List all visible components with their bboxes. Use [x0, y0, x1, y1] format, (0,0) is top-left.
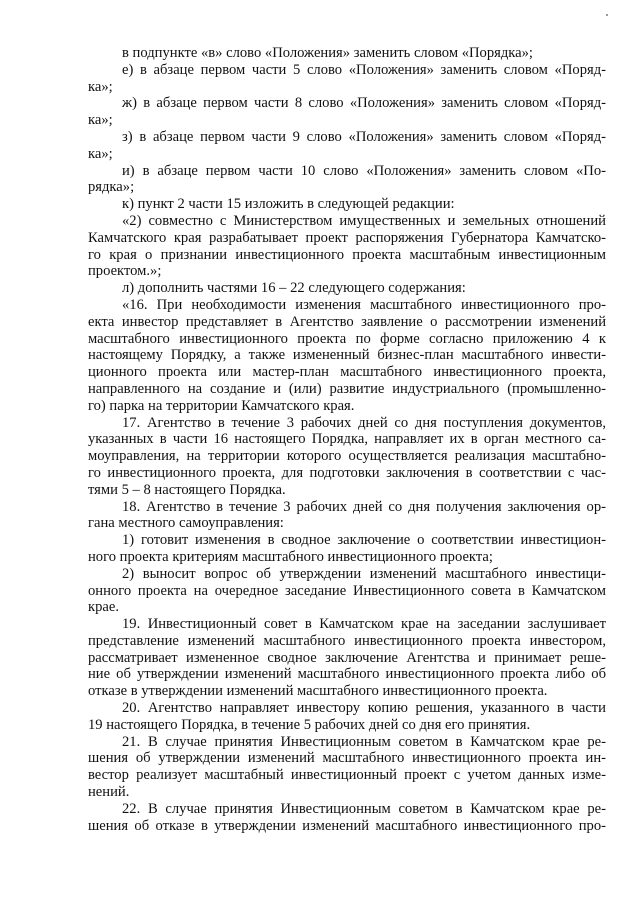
text-line: ж) в абзаце первом части 8 слово «Положения» заменить словом «Поряд- [122, 95, 606, 112]
text-line: 20. Агентство направляет инвестору копию решения, указанного в части [122, 700, 606, 717]
text-line: шения об утверждении изменений масштабного инвестиционного проекта ин- [88, 750, 606, 767]
text-line: настоящему Порядку, а также измененный бизнес-план масштабного инвести- [88, 347, 606, 364]
text-line: крае. [88, 599, 119, 616]
text-line: е) в абзаце первом части 5 слово «Положения» заменить словом «Поряд- [122, 61, 606, 78]
text-line: в подпункте «в» слово «Положения» заменить словом «Порядка»; [122, 45, 533, 61]
text-line: го края о признании инвестиционного проекта масштабным инвестиционным [88, 246, 606, 263]
text-line: онного проекта на очередное заседание Инвестиционного совета в Камчатском [88, 582, 606, 599]
text-line: ка»; [88, 145, 113, 162]
text-line: 1) готовит изменения в сводное заключение о соответствии инвестицион- [122, 532, 606, 549]
text-line: ционного проекта или мастер-план масштабного инвестиционного проекта, [88, 364, 606, 381]
text-line: ка»; [88, 112, 113, 129]
text-line: ка»; [88, 78, 113, 95]
text-line: к) пункт 2 части 15 изложить в следующей редакции: [122, 196, 455, 213]
document-body [88, 45, 606, 834]
text-line: екта инвестор представляет в Агентство заявление о рассмотрении изменений [88, 313, 606, 330]
text-line: «16. При необходимости изменения масштабного инвестиционного про- [122, 296, 606, 313]
text-line: шения об отказе в утверждении изменений масштабного инвестиционного про- [88, 817, 606, 834]
text-line: 17. Агентство в течение 3 рабочих дней со дня поступления документов, [122, 414, 606, 431]
text-line: Камчатского края разрабатывает проект распоряжения Губернатора Камчатско- [88, 229, 606, 246]
text-line: указанных в части 16 настоящего Порядка, направляет их в орган местного са- [88, 431, 606, 448]
text-line: з) в абзаце первом части 9 слово «Положения» заменить словом «Поряд- [122, 128, 606, 145]
scan-artifact [606, 14, 608, 16]
text-line: 19. Инвестиционный совет в Камчатском крае на заседании заслушивает [122, 616, 606, 633]
text-line: рассматривает измененное сводное заключение Агентства и принимает реше- [88, 649, 606, 666]
text-line: гана местного самоуправления: [88, 515, 284, 532]
text-line: 22. В случае принятия Инвестиционным советом в Камчатском крае ре- [122, 800, 606, 817]
text-line: 19 настоящего Порядка, в течение 5 рабочих дней со дня его принятия. [88, 716, 531, 733]
text-line: направленного на создание и (или) развитие индустриального (промышленно- [88, 380, 606, 397]
text-line: л) дополнить частями 16 – 22 следующего содержания: [122, 280, 466, 297]
text-line: масштабного инвестиционного проекта по форме согласно приложению 4 к [88, 330, 606, 347]
text-line: го) парка на территории Камчатского края. [88, 397, 355, 414]
text-line: го инвестиционного проекта, для подготовки заключения в соответствии с час- [88, 464, 606, 481]
text-line: моуправления, на территории которого осуществляется реализация масштабно- [88, 448, 606, 465]
text-line: 18. Агентство в течение 3 рабочих дней со дня получения заключения ор- [122, 498, 606, 515]
text-line: «2) совместно с Министерством имущественных и земельных отношений [122, 212, 606, 229]
text-line: рядка»; [88, 179, 135, 196]
text-line: проектом.»; [88, 263, 162, 280]
text-line: 21. В случае принятия Инвестиционным советом в Камчатском крае ре- [122, 733, 606, 750]
text-line: ного проекта критериям масштабного инвестиционного проекта; [88, 548, 493, 565]
text-line: ние об утверждении изменений масштабного инвестиционного проекта либо об [88, 666, 606, 683]
text-line: нений. [88, 784, 130, 801]
text-line: тями 5 – 8 настоящего Порядка. [88, 481, 286, 498]
text-line: отказе в утверждении изменений масштабного инвестиционного проекта. [88, 683, 548, 700]
text-line: 2) выносит вопрос об утверждении изменений масштабного инвестици- [122, 565, 606, 582]
text-line: вестор реализует масштабный инвестиционный проект с учетом данных изме- [88, 767, 606, 784]
text-line: представление изменений масштабного инвестиционного проекта инвестором, [88, 632, 606, 649]
text-line: и) в абзаце первом части 10 слово «Положения» заменить словом «По- [122, 162, 606, 179]
